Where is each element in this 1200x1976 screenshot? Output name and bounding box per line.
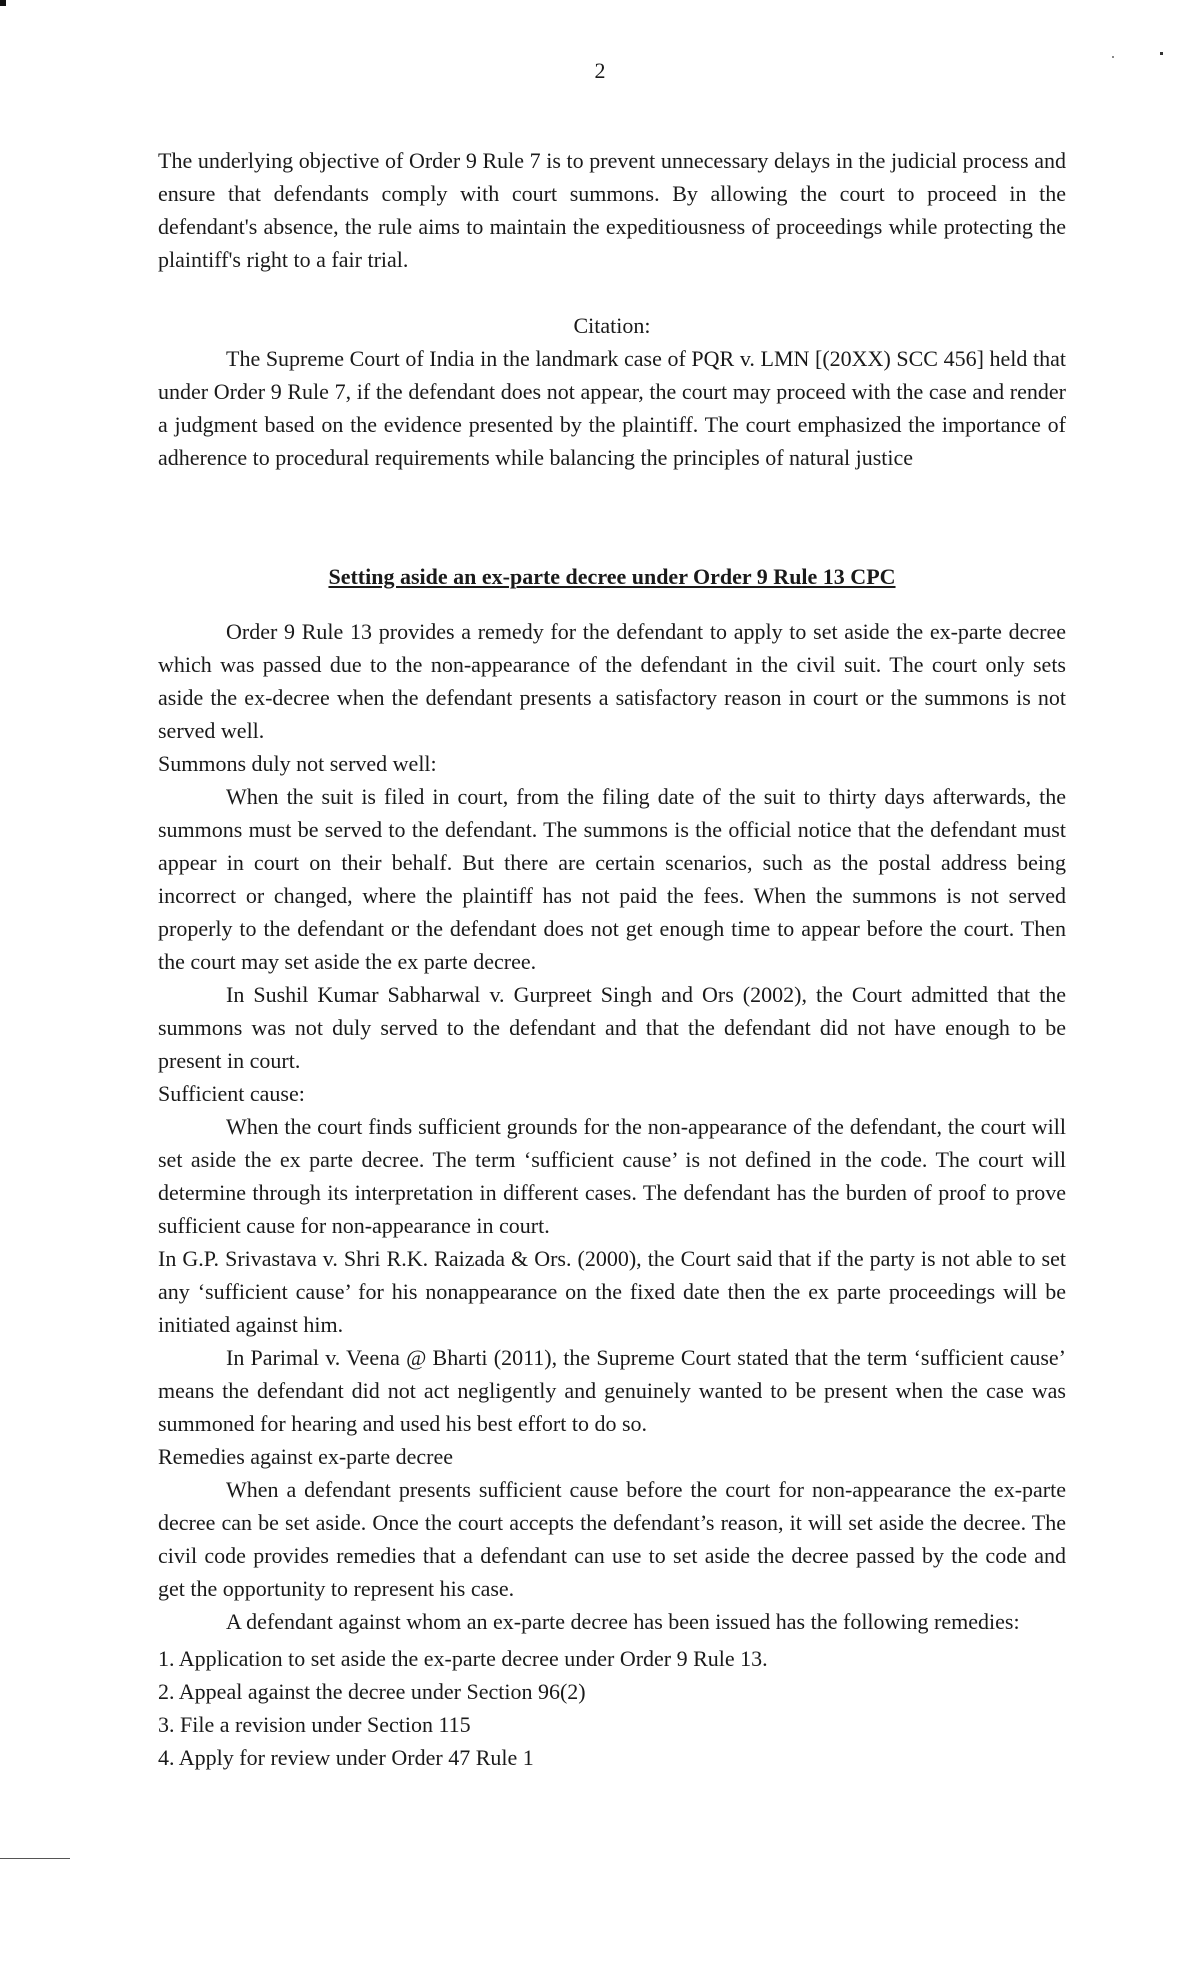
section-intro-paragraph: Order 9 Rule 13 provides a remedy for the defendant to apply to set aside the ex-parte decree which was passed due to the non-appearance of the defendant in the civil suit. The court only sets aside the ex-decree when the defendant presents a satisfactory reason in court or the summons is not served well. bbox=[158, 619, 1066, 743]
scan-artifact-dot bbox=[1160, 52, 1163, 55]
document-body bbox=[158, 144, 1066, 1774]
remedies-intro-paragraph: A defendant against whom an ex-parte decree has been issued has the following remedies: bbox=[226, 1609, 1020, 1634]
remedies-list bbox=[158, 1642, 1066, 1774]
scan-artifact-mark bbox=[0, 0, 6, 6]
intro-paragraph: The underlying objective of Order 9 Rule 7 is to prevent unnecessary delays in the judicial process and ensure that defendants comply with court summons. By allowing the court to proceed in the defendant's absence, the rule aims to maintain the expeditiousness of proceedings while protecting the plaintiff's right to a fair trial. bbox=[158, 148, 1066, 272]
sufficient-cause-case-paragraph: In G.P. Srivastava v. Shri R.K. Raizada & Ors. (2000), the Court said that if the party is not able to set any ‘sufficient cause’ for his nonappearance on the fixed date then the ex parte proceedings will be initiated against him. bbox=[158, 1246, 1066, 1337]
citation-paragraph: The Supreme Court of India in the landmark case of PQR v. LMN [(20XX) SCC 456] held that under Order 9 Rule 7, if the defendant does not appear, the court may proceed with the case and render a judgment based on the evidence presented by the plaintiff. The court emphasized the importance of adherence to procedural requirements while balancing the principles of natural justice bbox=[158, 346, 1066, 470]
sufficient-cause-case-paragraph-2: In Parimal v. Veena @ Bharti (2011), the Supreme Court stated that the term ‘sufficient cause’ means the defendant did not act negligently and genuinely wanted to be present when the case was summoned for hearing and used his best effort to do so. bbox=[158, 1345, 1066, 1436]
remedies-paragraph: When a defendant presents sufficient cause before the court for non-appearance the ex-parte decree can be set aside. Once the court accepts the defendant’s reason, it will set aside the decree. The civil code provides remedies that a defendant can use to set aside the decree passed by the code and get the opportunity to represent his case. bbox=[158, 1477, 1066, 1601]
summons-subheading: Summons duly not served well: bbox=[158, 751, 437, 776]
summons-case-paragraph: In Sushil Kumar Sabharwal v. Gurpreet Singh and Ors (2002), the Court admitted that the summons was not duly served to the defendant and that the defendant did not have enough to be present in court. bbox=[158, 982, 1066, 1073]
remedies-list-item: 4. Apply for review under Order 47 Rule 1 bbox=[158, 1745, 534, 1770]
scan-artifact-line bbox=[0, 1858, 70, 1859]
page-number: 2 bbox=[594, 58, 606, 83]
remedies-list-item: 3. File a revision under Section 115 bbox=[158, 1712, 471, 1737]
summons-paragraph: When the suit is filed in court, from the filing date of the suit to thirty days afterwards, the summons must be served to the defendant. The summons is the official notice that the defendant must appear in court on their behalf. But there are certain scenarios, such as the postal address being incorrect or changed, where the plaintiff has not paid the fees. When the summons is not served properly to the defendant or the defendant does not get enough time to appear before the court. Then the court may set aside the ex parte decree. bbox=[158, 784, 1066, 974]
remedies-list-item: 2. Appeal against the decree under Section 96(2) bbox=[158, 1679, 586, 1704]
remedies-subheading: Remedies against ex-parte decree bbox=[158, 1444, 454, 1469]
remedies-list-item: 1. Application to set aside the ex-parte decree under Order 9 Rule 13. bbox=[158, 1646, 768, 1671]
citation-heading: Citation: bbox=[573, 313, 651, 338]
section-heading: Setting aside an ex-parte decree under Order 9 Rule 13 CPC bbox=[328, 564, 896, 589]
sufficient-cause-subheading: Sufficient cause: bbox=[158, 1081, 305, 1106]
sufficient-cause-paragraph: When the court finds sufficient grounds for the non-appearance of the defendant, the court will set aside the ex parte decree. The term ‘sufficient cause’ is not defined in the code. The court will determine through its interpretation in different cases. The defendant has the burden of proof to prove sufficient cause for non-appearance in court. bbox=[158, 1114, 1066, 1238]
